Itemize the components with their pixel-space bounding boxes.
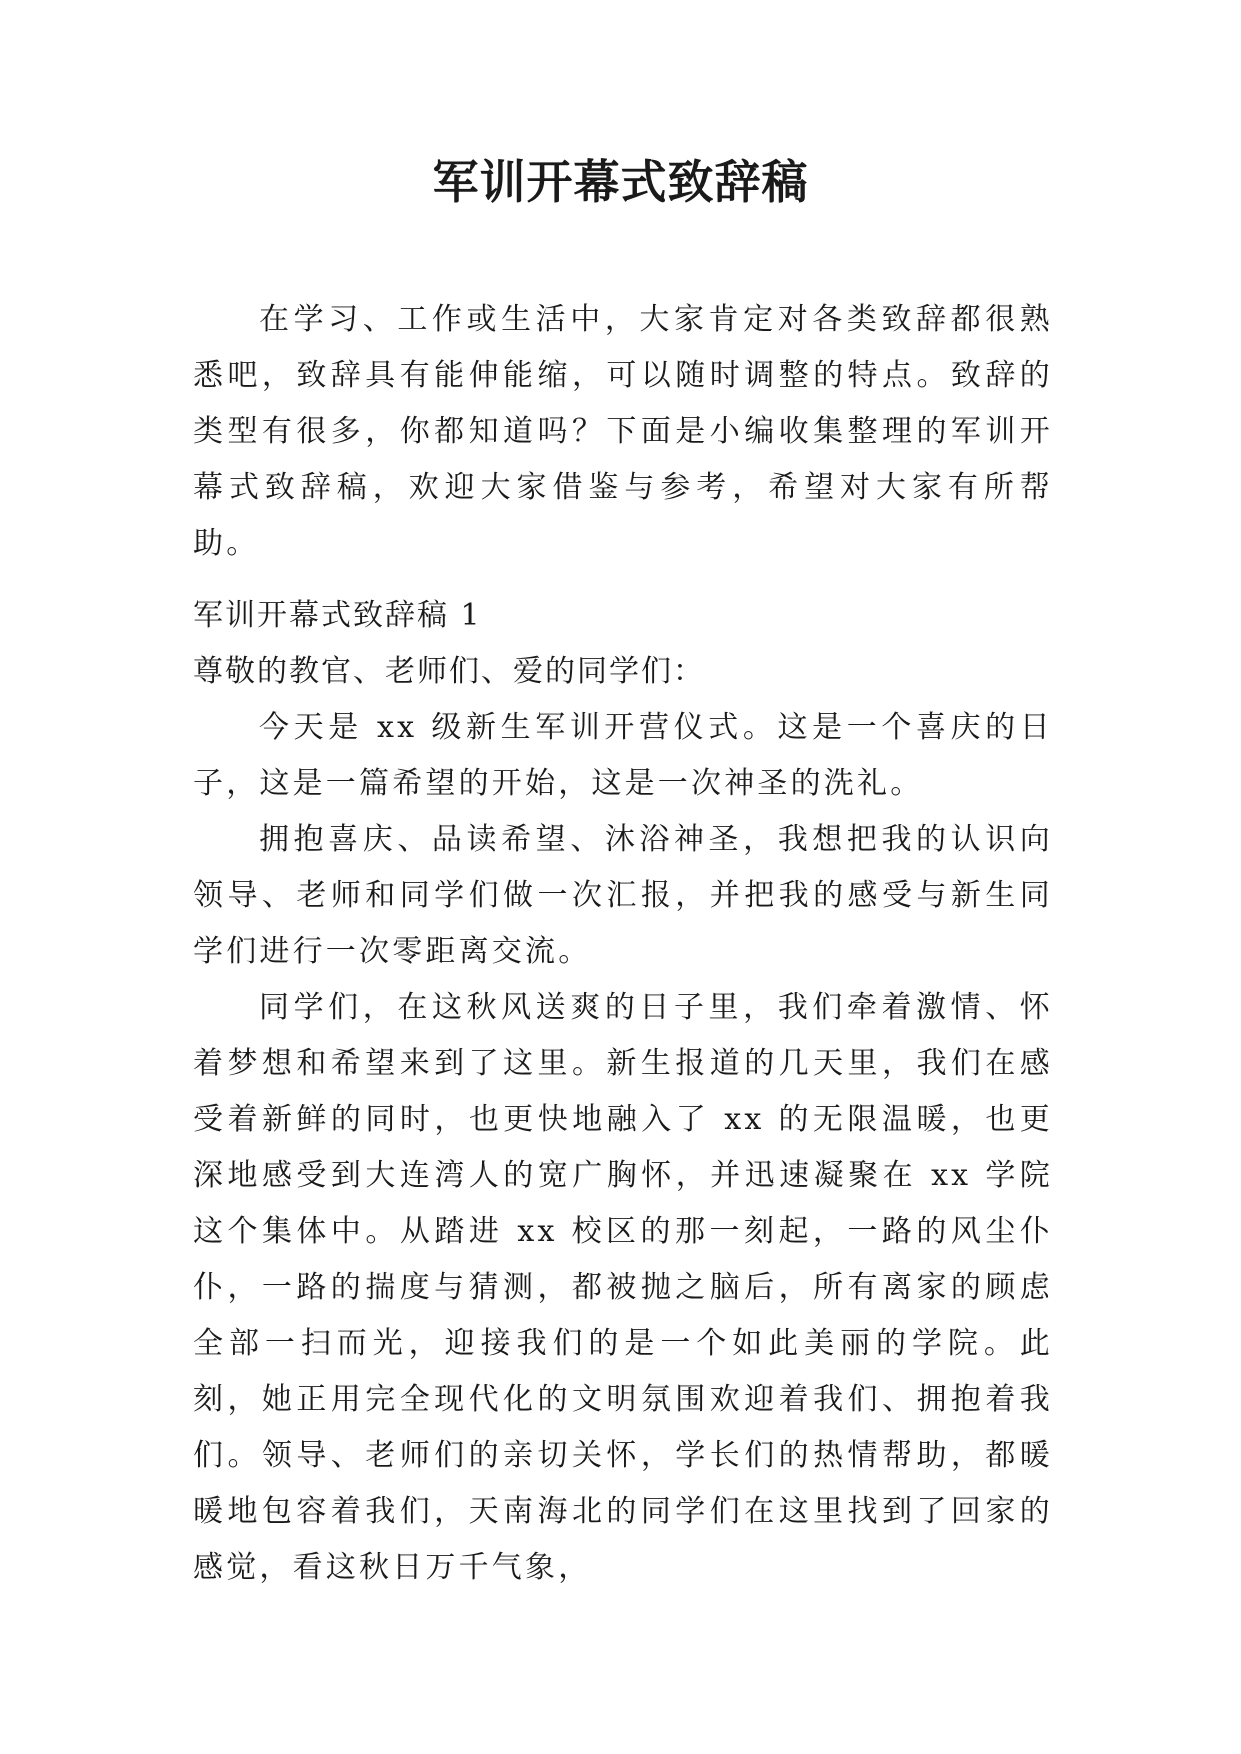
document-title: 军训开幕式致辞稿 [432,155,809,209]
intro-paragraph: 在学习、工作或生活中，大家肯定对各类致辞都很熟悉吧，致辞具有能伸能缩，可以随时调整的特点。致辞的类型有很多，你都知道吗？下面是小编收集整理的军训开幕式致辞稿，欢迎大家借鉴与参考，希望对大家有所帮助。 [193,302,1053,561]
salutation: 尊敬的教官、老师们、爱的同学们： [193,654,705,689]
body-paragraph-1: 今天是 xx 级新生军训开营仪式。这是一个喜庆的日子，这是一篇希望的开始，这是一次神圣的洗礼。 [193,710,1053,801]
intro-section [193,292,1053,572]
body-paragraph-2: 拥抱喜庆、品读希望、沐浴神圣，我想把我的认识向领导、老师和同学们做一次汇报，并把我的感受与新生同学们进行一次零距离交流。 [193,822,1053,969]
section-heading: 军训开幕式致辞稿 1 [193,598,482,633]
body-paragraph-3: 同学们，在这秋风送爽的日子里，我们牵着激情、怀着梦想和希望来到了这里。新生报道的几天里，我们在感受着新鲜的同时，也更快地融入了 xx 的无限温暖，也更深地感受到大连湾人的宽广胸怀，并迅速凝聚在 xx 学院这个集体中。从踏进 xx 校区的那一刻起，一路的风尘仆仆，一路的揣度与猜测，都被抛之脑后，所有离家的顾虑全部一扫而光，迎接我们的是一个如此美丽的学院。此刻，她正用完全现代化的文明氛围欢迎着我们、拥抱着我们。领导、老师们的亲切关怀，学长们的热情帮助，都暖暖地包容着我们，天南海北的同学们在这里找到了回家的感觉，看这秋日万千气象， [193,990,1053,1585]
speech-section [193,588,1053,1596]
